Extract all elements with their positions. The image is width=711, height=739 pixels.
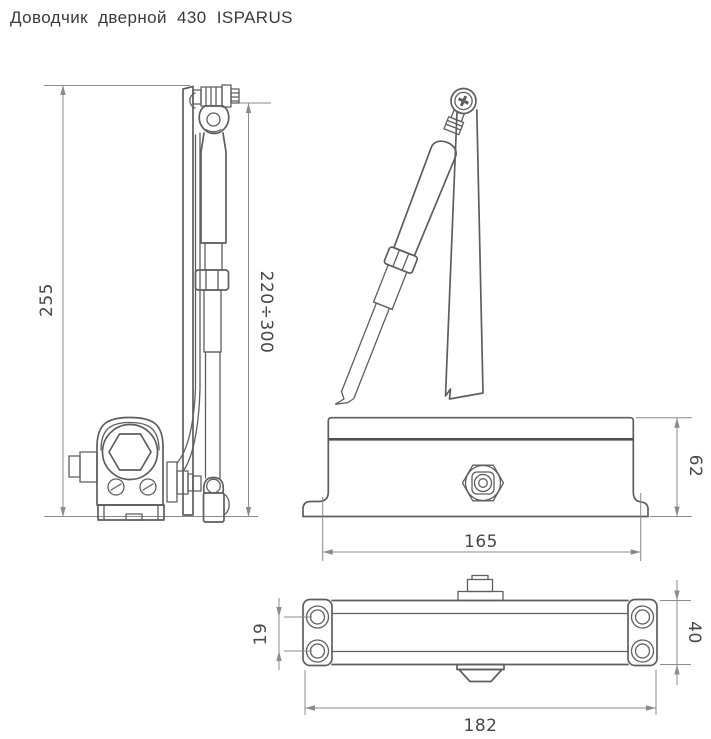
dimension-182 xyxy=(305,670,656,736)
closer-body-top xyxy=(303,600,657,666)
dimension-220-300 xyxy=(236,103,276,517)
pinion-protrusion xyxy=(457,665,504,682)
dim-label-165: 165 xyxy=(464,532,498,552)
dimension-165 xyxy=(323,493,641,561)
pivot-screw xyxy=(451,89,476,114)
elbow-shoe xyxy=(204,478,230,523)
main-arm-side xyxy=(177,133,200,470)
dim-label-19: 19 xyxy=(251,622,271,646)
dim-label-182: 182 xyxy=(463,716,498,736)
drawing-title: Доводчик дверной 430 ISPARUS xyxy=(10,8,293,27)
front-view xyxy=(303,89,705,562)
dim-label-62: 62 xyxy=(685,454,705,478)
top-pivot-assembly xyxy=(190,85,239,108)
valve-protrusion xyxy=(458,576,503,601)
dimension-40 xyxy=(660,580,704,685)
side-view xyxy=(37,85,276,522)
pinion-shaft-stack xyxy=(167,462,201,502)
arm-knuckle xyxy=(199,106,229,134)
dim-label-255: 255 xyxy=(37,283,57,317)
dim-label-40: 40 xyxy=(684,621,704,644)
dimension-62 xyxy=(636,418,705,517)
pinion-boss xyxy=(463,465,504,501)
closer-body-side xyxy=(69,418,164,521)
forearm-bar-front xyxy=(446,110,484,399)
dim-label-220-300: 220÷300 xyxy=(256,270,276,354)
top-view xyxy=(251,576,704,737)
